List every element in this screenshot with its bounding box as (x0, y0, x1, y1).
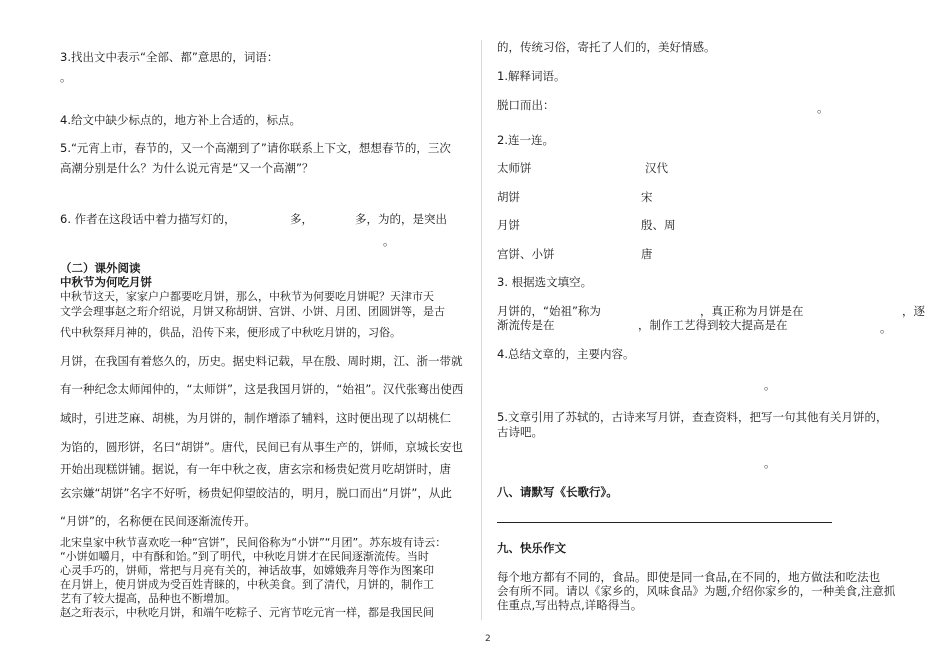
match-left-1: 太师饼 (497, 161, 532, 175)
para3-line5: 艺有了较大提高，品种也不断增加。 (60, 592, 236, 605)
fill-blank-f: 。 (880, 321, 892, 335)
fill-blank-a: 月饼的，“始祖”称为 (497, 304, 601, 318)
right-question-2: 2.连一连。 (497, 133, 554, 147)
fill-blank-b: ，真正称为月饼是在 (700, 304, 804, 318)
right-question-3: 3. 根据选文填空。 (497, 275, 593, 289)
column-divider (481, 40, 482, 620)
match-right-2: 宋 (641, 190, 653, 204)
composition-line3: 住重点,写出特点,详略得当。 (497, 598, 643, 612)
section-8-title: 八、请默写《长歌行》。 (497, 485, 618, 499)
answer-line (497, 522, 832, 523)
para3-line3: 心灵手巧的，饼师，常把与月亮有关的，神话故事，如嫦娥奔月等作为图案印 (60, 564, 434, 577)
para2-line7: “月饼”的，名称便在民间逐渐流传开。 (60, 514, 256, 528)
para4-line1: 赵之珩表示，中秋吃月饼，和端午吃粽子、元宵节吃元宵一样，都是我国民间 (60, 606, 434, 619)
question-6-part2: 多， (290, 212, 313, 226)
composition-line1: 每个地方都有不同的，食品。即使是同一食品,在不同的，地方做法和吃法也 (497, 570, 881, 584)
para3-line1: 北宋皇家中秋节喜欢吃一种“宫饼”，民间俗称为“小饼”“月团”。苏东坡有诗云： (60, 536, 447, 549)
right-question-1-end: 。 (817, 101, 829, 115)
fill-blank-d: 渐流传是在 (497, 318, 555, 332)
para2-line2: 有一种纪念太师闻仲的，“太师饼”，这是我国月饼的，“始祖”。汉代张骞出使西 (60, 382, 464, 396)
question-5-line1: 5.“元宵上市，春节的，又一个高潮到了”请你联系上下文，想想春节的，三次 (60, 141, 451, 155)
right-question-5-line2: 古诗吧。 (497, 425, 543, 439)
para1-line2: 文学会理事赵之珩介绍说，月饼又称胡饼、宫饼、小饼、月团、团圆饼等，是古 (60, 305, 445, 318)
para2-line1: 月饼，在我国有着悠久的，历史。据史料记载，早在殷、周时期，江、浙一带就 (60, 354, 463, 368)
para1-line1: 中秋节这天，家家户户都要吃月饼，那么，中秋节为何要吃月饼呢？天津市天 (60, 290, 434, 303)
para2-line5: 开始出现糕饼铺。据说，有一年中秋之夜，唐玄宗和杨贵妃赏月吃胡饼时，唐 (60, 462, 451, 476)
article-title: 中秋节为何吃月饼 (60, 275, 152, 289)
match-left-3: 月饼 (497, 218, 520, 232)
question-3: 3.找出文中表示“全部、都”意思的，词语： (60, 50, 279, 64)
right-question-1-term: 脱口而出： (497, 98, 555, 112)
section-9-title: 九、快乐作文 (497, 541, 566, 555)
match-left-2: 胡饼 (497, 190, 520, 204)
match-left-4: 宫饼、小饼 (497, 247, 555, 261)
fill-blank-e: ，制作工艺得到较大提高是在 (638, 318, 788, 332)
para3-line2: “小饼如嚼月，中有酥和饴。”到了明代，中秋吃月饼才在民间逐渐流传。当时 (60, 550, 429, 563)
para1-line3: 代中秋祭拜月神的，供品，沿传下来，便形成了中秋吃月饼的，习俗。 (60, 326, 401, 339)
para2-line3: 域时，引进芝麻、胡桃，为月饼的，制作增添了辅料，这时便出现了以胡桃仁 (60, 411, 451, 425)
para3-line4: 在月饼上，使月饼成为受百姓青睐的，中秋美食。到了清代，月饼的，制作工 (60, 578, 434, 591)
page-number: 2 (485, 634, 491, 644)
question-5-line2: 高潮分别是什么？为什么说元宵是“又一个高潮”？ (60, 161, 314, 175)
question-6-end: 。 (383, 234, 395, 248)
right-question-4-end: 。 (764, 378, 776, 392)
question-4: 4.给文中缺少标点的，地方补上合适的，标点。 (60, 113, 301, 127)
match-right-3: 殷、周 (641, 218, 676, 232)
right-question-5-end: 。 (764, 456, 776, 470)
right-question-1: 1.解释词语。 (497, 69, 566, 83)
fill-blank-c: ，逐 (902, 304, 925, 318)
match-right-1: 汉代 (645, 161, 668, 175)
question-6-part1: 6. 作者在这段话中着力描写灯的， (60, 212, 236, 226)
para2-line6: 玄宗嫌“胡饼”名字不好听，杨贵妃仰望皎洁的，明月，脱口而出“月饼”，从此 (60, 486, 452, 500)
question-3-answer-end: 。 (60, 70, 72, 84)
right-question-5-line1: 5.文章引用了苏轼的，古诗来写月饼，查查资料，把写一句其他有关月饼的， (497, 410, 888, 424)
section-title-reading: （二）课外阅读 (60, 261, 141, 275)
right-question-4: 4.总结文章的，主要内容。 (497, 347, 635, 361)
para2-line4: 为馅的，圆形饼，名曰“胡饼”。唐代，民间已有从事生产的，饼师，京城长安也 (60, 440, 463, 454)
question-6-part3: 多，为的，是突出 (355, 212, 447, 226)
match-right-4: 唐 (641, 247, 653, 261)
continued-text: 的，传统习俗，寄托了人们的，美好情感。 (497, 40, 716, 54)
composition-line2: 会有所不同。请以《家乡的，风味食品》为题,介绍你家乡的，一种美食,注意抓 (497, 584, 896, 598)
